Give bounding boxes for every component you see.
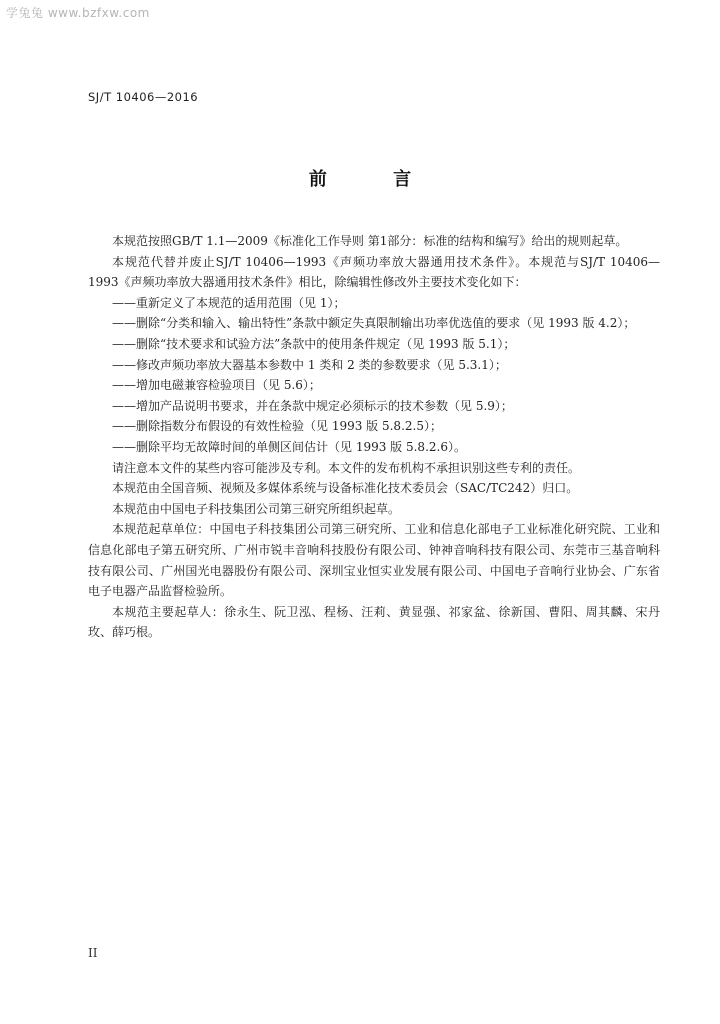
change-item: ——增加产品说明书要求，并在条款中规定必须标示的技术参数（见 5.9）；	[112, 398, 513, 413]
change-item: ——删除“技术要求和试验方法”条款中的使用条件规定（见 1993 版 5.1）；	[112, 336, 516, 351]
foreword-body	[88, 231, 660, 643]
change-item: ——修改声频功率放大器基本参数中 1 类和 2 类的参数要求（见 5.3.1）；	[112, 357, 507, 372]
paragraph-drafters: 本规范主要起草人：徐永生、阮卫泓、程杨、汪莉、黄显强、祁家盆、徐新国、曹阳、周其麟、宋丹玫、薛巧根。	[88, 604, 660, 640]
watermark-text: 学兔兔 www.bzfxw.com	[6, 6, 150, 20]
change-item: ——重新定义了本规范的适用范围（见 1）；	[112, 295, 346, 310]
paragraph-committee: 本规范由全国音频、视频及多媒体系统与设备标准化技术委员会（SAC/TC242）归口。	[112, 481, 579, 496]
paragraph-organizer: 本规范由中国电子科技集团公司第三研究所组织起草。	[112, 501, 401, 516]
change-item: ——删除指数分布假设的有效性检验（见 1993 版 5.8.2.5）；	[112, 419, 442, 434]
paragraph-drafting-units: 本规范起草单位：中国电子科技集团公司第三研究所、工业和信息化部电子工业标准化研究院、工业和信息化部电子第五研究所、广州市锐丰音响科技股份有限公司、钟神音响科技有限公司、东莞市三基音响科技有限公司、广州国光电器股份有限公司、深圳宝业恒实业发展有限公司、中国电子音响行业协会、广东省电子电器产品监督检验所。	[88, 522, 660, 599]
change-item: ——增加电磁兼容检验项目（见 5.6）；	[112, 378, 321, 393]
page-title: 前 言	[308, 169, 442, 190]
paragraph-patent-notice: 请注意本文件的某些内容可能涉及专利。本文件的发布机构不承担识别这些专利的责任。	[112, 460, 581, 475]
change-item: ——删除平均无故障时间的单侧区间估计（见 1993 版 5.8.2.6）。	[112, 439, 466, 454]
page-number: II	[88, 946, 98, 960]
document-code: SJ/T 10406—2016	[88, 90, 199, 104]
paragraph-replacement: 本规范代替并废止SJ/T 10406—1993《声频功率放大器通用技术条件》。本规范与SJ/T 10406—1993《声频功率放大器通用技术条件》相比，除编辑性修改外主要技术变化如下：	[88, 254, 660, 290]
paragraph-drafting-rules: 本规范按照GB/T 1.1—2009《标准化工作导则 第1部分：标准的结构和编写》给出的规则起草。	[112, 234, 628, 248]
change-item: ——删除“分类和输入、输出特性”条款中额定失真限制输出功率优选值的要求（见 1993 版 4.2）；	[112, 316, 636, 331]
